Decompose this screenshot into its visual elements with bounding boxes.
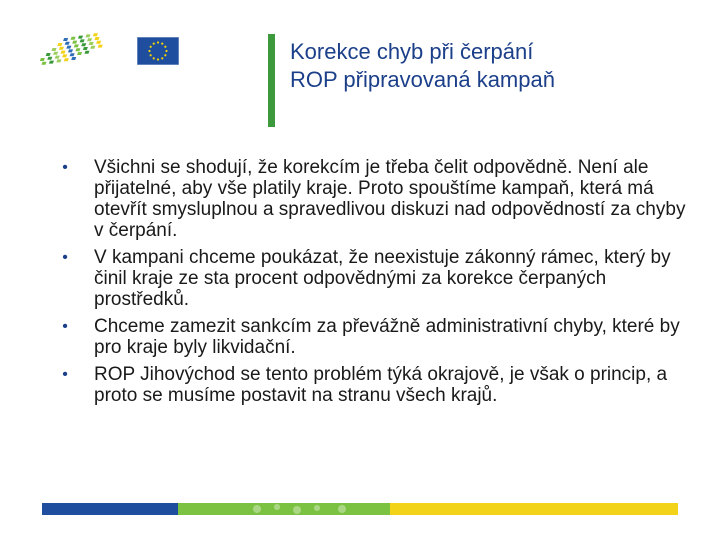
eu-flag-icon	[137, 37, 179, 65]
bullet-item	[58, 316, 698, 358]
logo-dot-icon	[93, 33, 98, 36]
logo-dot-icon	[66, 46, 71, 49]
bullet-icon: •	[62, 318, 68, 335]
logo-dot-icon	[85, 34, 90, 37]
logo-dot-icon	[83, 47, 88, 50]
eu-star-icon	[164, 46, 166, 48]
logo-dot-icon	[74, 44, 79, 47]
logo-dot-icon	[94, 37, 99, 40]
footer-color-band	[42, 503, 678, 515]
logo-dot-icon	[90, 46, 95, 49]
title-accent-bar	[268, 34, 275, 127]
bullet-icon: •	[62, 159, 68, 176]
logo-dot-icon	[65, 42, 70, 45]
bullet-text: Všichni se shodují, že korekcím je třeba čelit odpovědně. Není ale přijatelné, aby vše platily kraje. Proto spouštíme kampaň, která má otevřít smysluplnou a spravedlivou diskuzi nad odpovědností za chyby v čerpání.	[94, 157, 686, 241]
logo-dot-icon	[59, 47, 64, 50]
logo-dot-icon	[70, 53, 75, 56]
logo-dot-icon	[89, 42, 94, 45]
logo-dot-icon	[87, 38, 92, 41]
logo-dot-icon	[78, 36, 83, 39]
bullet-item	[58, 247, 698, 310]
bullet-item	[58, 364, 698, 406]
logo-dot-icon	[46, 53, 51, 56]
slide-title-line-1: Korekce chyb při čerpání	[290, 39, 534, 64]
eu-star-icon	[153, 57, 155, 59]
logo-dot-icon	[75, 48, 80, 51]
slide-title-line-2: ROP připravovaná kampaň	[290, 67, 555, 92]
logo-dot-icon	[98, 45, 103, 48]
logo-dot-icon	[96, 41, 101, 44]
logo-dot-icon	[63, 38, 68, 41]
bullet-text: V kampani chceme poukázat, že neexistuje zákonný rámec, který by činil kraje ze sta procent odpovědnými za korekce čerpaných prostředků.	[94, 247, 671, 310]
eu-star-icon	[150, 46, 152, 48]
eu-star-icon	[164, 54, 166, 56]
bullet-list	[58, 157, 698, 412]
logo-dot-icon	[49, 61, 54, 64]
eu-star-icon	[165, 50, 167, 52]
logo-dot-icon	[57, 43, 62, 46]
logo-dot-icon	[80, 39, 85, 42]
bullet-text: ROP Jihovýchod se tento problém týká okrajově, je však o princip, a proto se musíme postavit na stranu všech krajů.	[94, 364, 668, 406]
logo-dot-icon	[41, 62, 46, 65]
logo-dot-icon	[68, 49, 73, 52]
logo-dot-icon	[71, 37, 76, 40]
logo-dot-icon	[72, 41, 77, 44]
slide-title	[290, 38, 710, 94]
logo-dot-icon	[51, 48, 56, 51]
logo-dot-icon	[62, 54, 67, 57]
eu-star-icon	[161, 43, 163, 45]
logo-dot-icon	[47, 57, 52, 60]
logo-dot-icon	[64, 58, 69, 61]
bullet-item	[58, 157, 698, 241]
logo-dot-icon	[84, 51, 89, 54]
eu-star-icon	[148, 50, 150, 52]
logo-dot-icon	[77, 52, 82, 55]
bullet-icon: •	[62, 366, 68, 383]
logo-dot-icon	[81, 43, 86, 46]
logo-dot-icon	[40, 58, 45, 61]
eu-star-icon	[157, 41, 159, 43]
logo-dot-icon	[61, 51, 66, 54]
bullet-icon: •	[62, 249, 68, 266]
eu-star-icon	[150, 54, 152, 56]
logo-dot-icon	[53, 52, 58, 55]
eu-star-icon	[157, 58, 159, 60]
bullet-text: Chceme zamezit sankcím za převážně administrativní chyby, které by pro kraje byly likvidační.	[94, 316, 680, 358]
logo-dot-icon	[56, 59, 61, 62]
regional-dots-logo-icon	[40, 33, 110, 69]
eu-star-icon	[161, 57, 163, 59]
logo-dot-icon	[55, 56, 60, 59]
eu-star-icon	[153, 43, 155, 45]
logo-dot-icon	[71, 57, 76, 60]
